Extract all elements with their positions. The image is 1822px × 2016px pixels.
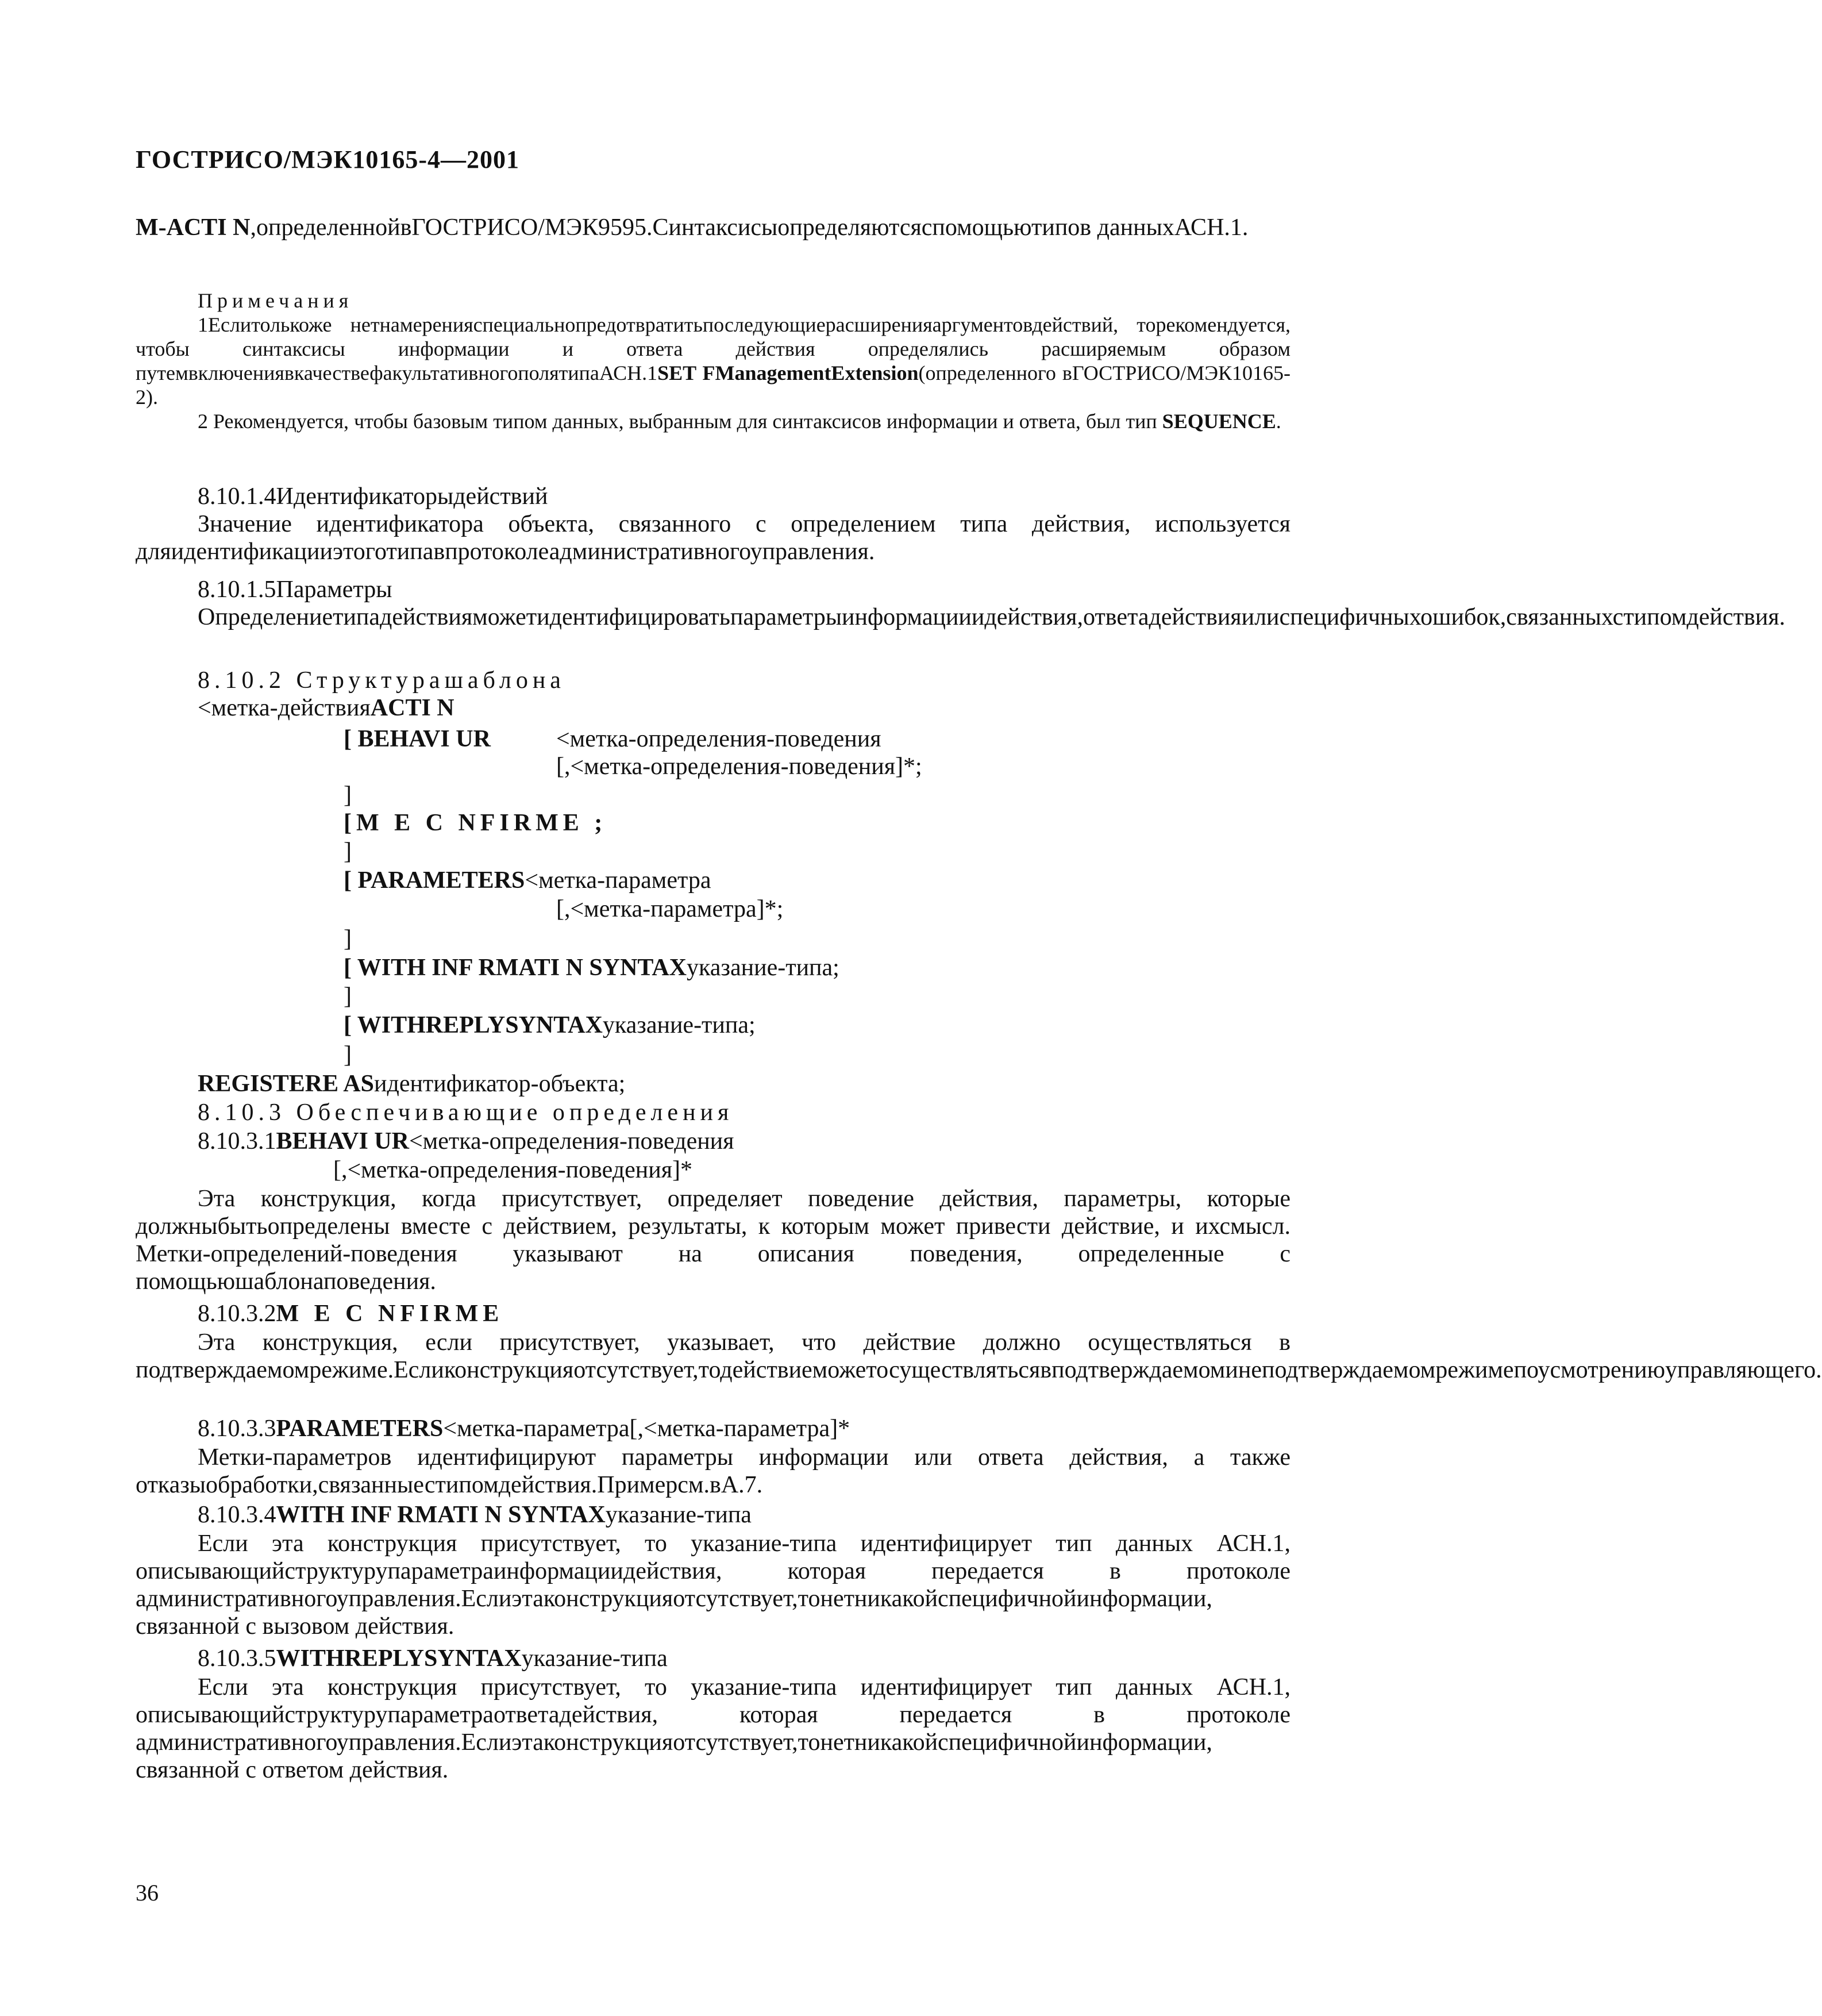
parameters-arg-1: <метка-параметра [525, 867, 711, 894]
parameters-keyword: [ PARAMETERS [344, 867, 525, 894]
behaviour-arg-2: [,<метка-определения-поведения]* [333, 1157, 692, 1183]
with-reply-keyword: [ WITHREPLYSYNTAX [344, 1012, 603, 1038]
section-number: 8.10.3.4 [198, 1502, 276, 1528]
section-number: 8.10.3.5 [198, 1645, 276, 1672]
section-8-10-1-4 [136, 483, 1291, 565]
action-label: <метка-действия [198, 695, 371, 721]
registered-line [198, 1070, 625, 1098]
section-text: Определениетипадействияможетидентифицироватьпараметрыинформацииидействия,ответадействияилиспецифичныхошибок,связанныхстипомдействия. [198, 604, 1786, 630]
section-number: 8.10.3.1 [198, 1128, 276, 1155]
note-2-tail: . [1276, 410, 1281, 433]
section-number: 8.10.3.2 [198, 1301, 276, 1327]
with-information-keyword: WITH INF RMATI N SYNTAX [276, 1502, 606, 1528]
intro-keyword: M-ACTI N [136, 214, 251, 241]
section-8-10-3-5-text: Если эта конструкция присутствует, то указание-типа идентифицирует тип данных АСН.1, описывающийструктурупараметраответадействия, которая передается в протоколе административногоуправления.Еслиэтаконструкцияотсутствует,тонетникакойспецифичнойинформации, связанной с ответом действия. [136, 1674, 1291, 1783]
behaviour-keyword: BEHAVI UR [276, 1128, 409, 1155]
with-information-line [344, 954, 839, 982]
section-number: 8.10.3.3 [198, 1415, 276, 1442]
section-8-10-3-3-text: Метки-параметров идентифицируют параметры информации или ответа действия, а также отказыобработки,связанныестипомдействия.Примерсм.вА.7. [136, 1444, 1291, 1498]
registered-arg: идентификатор-объекта; [373, 1071, 626, 1097]
section-heading: 8.10.1.5Параметры [198, 576, 392, 603]
note-2 [136, 409, 1291, 433]
section-8-10-3-4-title [198, 1501, 752, 1529]
parameters-arg-2: [,<метка-параметра]*; [556, 896, 784, 922]
behaviour-arg-1: <метка-определения-поведения [556, 726, 881, 752]
page-number: 36 [136, 1880, 159, 1906]
notes-heading: Примечания [198, 289, 353, 312]
note-2-text: 2 Рекомендуется, чтобы базовым типом данных, выбранным для синтаксисов информации и ответа, был тип [198, 410, 1162, 433]
section-8-10-3-3-title [198, 1415, 850, 1442]
behaviour-keyword: [ BEHAVI UR [344, 726, 491, 752]
intro-text: ,определеннойвГОСТРИСО/МЭК9595.Синтаксисыопределяютсяспомощьютипов данныхАСН.1. [250, 214, 1249, 241]
with-reply-arg: указание-типа [521, 1645, 668, 1672]
with-information-arg: указание-типа [605, 1502, 752, 1528]
bracket-close: ] [344, 838, 352, 865]
section-text: Значение идентификатора объекта, связанного с определением типа действия, используется дляидентификацииэтоготипавпротоколеадминистративногоуправления. [136, 511, 1291, 565]
intro-paragraph [136, 214, 1291, 241]
note-2-keyword: SEQUENCE [1162, 410, 1276, 433]
confirmed-keyword: [M E C NFIRME ; [344, 810, 607, 836]
behaviour-arg-2: [,<метка-определения-поведения]*; [556, 753, 922, 780]
note-1 [136, 313, 1291, 409]
bracket-close: ] [344, 1042, 352, 1068]
section-8-10-3-4-text: Если эта конструкция присутствует, то указание-типа идентифицирует тип данных АСН.1, описывающийструктурупараметраинформациидействия, которая передается в протоколе административногоуправления.Еслиэтаконструкцияотсутствует,тонетникакойспецифичнойинформации, связанной с вызовом действия. [136, 1530, 1291, 1640]
note-1-tail: (определенного вГОСТРИСО/МЭК10165-2). [136, 361, 1291, 409]
parameters-keyword: PARAMETERS [276, 1415, 444, 1442]
with-information-arg: указание-типа; [686, 955, 839, 981]
page-header: ГОСТРИСО/МЭК10165-4—2001 [136, 145, 520, 174]
section-8-10-3-2-text: Эта конструкция, если присутствует, указывает, что действие должно осуществляться в подтверждаемомрежиме.Есликонструкцияотсутствует,тодействиеможетосуществлятьсявподтверждаемоминеподтверждаемомрежимепоусмотрениюуправляющего. [136, 1329, 1822, 1383]
bracket-close: ] [344, 782, 352, 809]
section-8-10-3-2-title [198, 1300, 503, 1328]
parameters-arg: <метка-параметра[,<метка-параметра]* [443, 1415, 850, 1442]
section-8-10-3-1-title [198, 1128, 734, 1155]
section-8-10-1-5 [136, 576, 1786, 631]
registered-keyword: REGISTERE AS [198, 1071, 374, 1097]
bracket-close: ] [344, 926, 352, 952]
template-line-action [198, 694, 454, 722]
note-1-text: 1Еслитолькоже нетнамеренияспециальнопредотвратитьпоследующиерасширенияаргументовдействий, торекомендуется, чтобы синтаксисы информации и ответа действия определялись расширяемым образом путемвключениявкачествефакультативногополятипаАСН.1 [136, 313, 1291, 384]
section-8-10-3-heading: 8.10.3 Обеспечивающие определения [198, 1099, 734, 1126]
template-heading: 8.10.2 Структурашаблона [198, 667, 565, 694]
note-1-keyword: SET FManagementExtension [657, 361, 919, 384]
section-heading: 8.10.1.4Идентификаторыдействий [198, 483, 548, 510]
action-keyword: ACTI N [370, 695, 454, 721]
with-reply-line [344, 1011, 756, 1039]
bracket-close: ] [344, 983, 352, 1010]
behaviour-arg-1: <метка-определения-поведения [409, 1128, 734, 1155]
section-8-10-3-1-text: Эта конструкция, когда присутствует, определяет поведение действия, параметры, которые должныбытьопределены вместе с действием, результаты, к которым может привести действие, и ихсмысл. Метки-определений-поведения указывают на описания поведения, определенные с помощьюшаблонаповедения. [136, 1186, 1291, 1295]
notes-block [136, 288, 1291, 433]
confirmed-keyword: M E C NFIRME [276, 1301, 504, 1327]
with-reply-arg: указание-типа; [602, 1012, 756, 1038]
with-reply-keyword: WITHREPLYSYNTAX [276, 1645, 522, 1672]
parameters-line [344, 867, 711, 894]
with-information-keyword: [ WITH INF RMATI N SYNTAX [344, 955, 687, 981]
section-8-10-3-5-title [198, 1645, 668, 1672]
